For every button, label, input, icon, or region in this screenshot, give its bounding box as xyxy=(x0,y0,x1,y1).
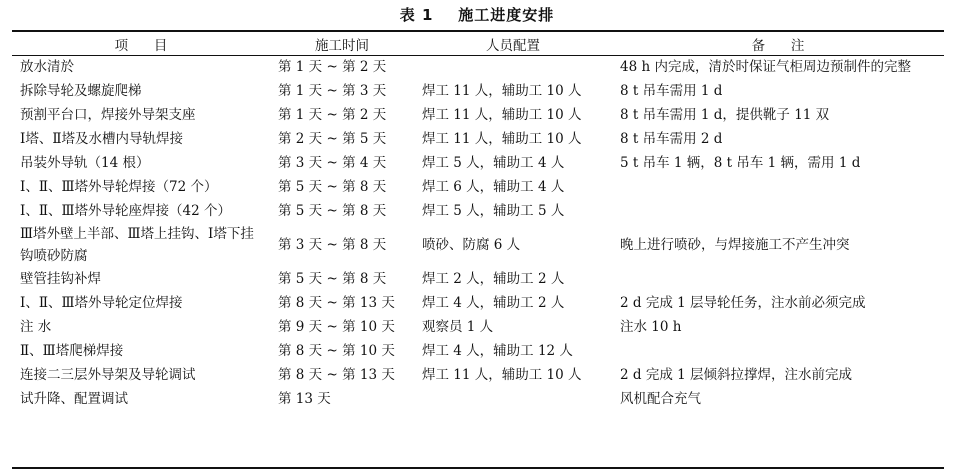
table-row xyxy=(12,127,944,151)
cell-time: 第 1 天 ~ 第 2 天 xyxy=(278,59,387,75)
cell-staff: 喷砂、防腐 6 人 xyxy=(422,237,521,253)
cell-item: 拆除导轮及螺旋爬梯 xyxy=(20,83,142,99)
cell-note: 8 t 吊车需用 1 d，提供靴子 11 双 xyxy=(620,107,830,123)
schedule-table xyxy=(12,32,944,411)
cell-time: 第 8 天 ~ 第 13 天 xyxy=(278,367,395,383)
cell-time: 第 2 天 ~ 第 5 天 xyxy=(278,131,387,147)
cell-item: Ⅰ、Ⅱ、Ⅲ塔外导轮焊接（72 个） xyxy=(20,179,218,195)
table-row xyxy=(12,199,944,223)
cell-staff: 焊工 11 人，辅助工 10 人 xyxy=(422,107,582,123)
cell-item: 试升降、配置调试 xyxy=(20,391,128,407)
cell-time: 第 5 天 ~ 第 8 天 xyxy=(278,271,387,287)
cell-time: 第 5 天 ~ 第 8 天 xyxy=(278,179,387,195)
cell-time: 第 1 天 ~ 第 3 天 xyxy=(278,83,387,99)
cell-note: 注水 10 h xyxy=(620,319,682,335)
cell-staff: 焊工 5 人，辅助工 4 人 xyxy=(422,155,565,171)
cell-staff: 观察员 1 人 xyxy=(422,319,494,335)
cell-item: 吊装外导轨（14 根） xyxy=(20,155,150,171)
cell-item: Ⅲ塔外壁上半部、Ⅲ塔上挂钩、Ⅰ塔下挂钩喷砂防腐 xyxy=(20,226,254,264)
cell-time: 第 1 天 ~ 第 2 天 xyxy=(278,107,387,123)
cell-item: Ⅰ、Ⅱ、Ⅲ塔外导轮定位焊接 xyxy=(20,295,183,311)
table-row xyxy=(12,55,944,79)
cell-time: 第 8 天 ~ 第 13 天 xyxy=(278,295,395,311)
cell-note: 晚上进行喷砂，与焊接施工不产生冲突 xyxy=(620,237,850,253)
cell-note: 8 t 吊车需用 2 d xyxy=(620,131,723,147)
cell-item: 注 水 xyxy=(20,319,52,335)
cell-item: Ⅰ塔、Ⅱ塔及水槽内导轨焊接 xyxy=(20,131,184,147)
header-staff: 人员配置 xyxy=(486,37,540,54)
table-row xyxy=(12,339,944,363)
cell-note: 风机配合充气 xyxy=(620,391,701,407)
cell-staff: 焊工 4 人，辅助工 12 人 xyxy=(422,343,573,359)
table-row xyxy=(12,363,944,387)
cell-note: 5 t 吊车 1 辆，8 t 吊车 1 辆，需用 1 d xyxy=(620,155,861,171)
cell-staff: 焊工 5 人，辅助工 5 人 xyxy=(422,203,565,219)
cell-staff: 焊工 11 人，辅助工 10 人 xyxy=(422,83,582,99)
cell-staff: 焊工 6 人，辅助工 4 人 xyxy=(422,179,565,195)
cell-item: 壁管挂钩补焊 xyxy=(20,271,101,287)
cell-time: 第 9 天 ~ 第 10 天 xyxy=(278,319,395,335)
table-row xyxy=(12,103,944,127)
cell-item: Ⅰ、Ⅱ、Ⅲ塔外导轮座焊接（42 个） xyxy=(20,203,231,219)
table-header-row xyxy=(12,32,944,55)
cell-note: 8 t 吊车需用 1 d xyxy=(620,83,723,99)
table-row xyxy=(12,315,944,339)
table-row xyxy=(12,267,944,291)
table-row xyxy=(12,175,944,199)
cell-note xyxy=(612,175,944,199)
cell-item: 预割平台口，焊接外导架支座 xyxy=(20,107,196,123)
cell-note: 2 d 完成 1 层倾斜拉撑焊，注水前完成 xyxy=(620,367,852,383)
header-time: 施工时间 xyxy=(315,37,369,54)
table-row xyxy=(12,151,944,175)
cell-staff: 焊工 11 人，辅助工 10 人 xyxy=(422,131,582,147)
cell-item: Ⅱ、Ⅲ塔爬梯焊接 xyxy=(20,343,124,359)
cell-note xyxy=(612,199,944,223)
cell-time: 第 5 天 ~ 第 8 天 xyxy=(278,203,387,219)
table-row xyxy=(12,223,944,267)
cell-staff xyxy=(414,55,612,79)
cell-note: 2 d 完成 1 层导轮任务，注水前必须完成 xyxy=(620,295,866,311)
cell-time: 第 13 天 xyxy=(278,391,331,407)
cell-staff: 焊工 11 人，辅助工 10 人 xyxy=(422,367,582,383)
cell-note xyxy=(612,267,944,291)
table-caption: 表 1 施工进度安排 xyxy=(399,6,555,24)
cell-staff xyxy=(414,387,612,411)
cell-staff: 焊工 4 人，辅助工 2 人 xyxy=(422,295,565,311)
table-row xyxy=(12,79,944,103)
header-note: 备 注 xyxy=(751,37,805,54)
table-row xyxy=(12,387,944,411)
table-row xyxy=(12,291,944,315)
cell-time: 第 3 天 ~ 第 4 天 xyxy=(278,155,387,171)
header-item: 项 目 xyxy=(114,37,168,54)
cell-item: 连接二三层外导架及导轮调试 xyxy=(20,367,196,383)
cell-staff: 焊工 2 人，辅助工 2 人 xyxy=(422,271,565,287)
cell-note xyxy=(612,339,944,363)
cell-item: 放水清於 xyxy=(20,59,74,75)
cell-note: 48 h 内完成，清於时保证气柜周边预制件的完整 xyxy=(620,59,911,75)
cell-time: 第 8 天 ~ 第 10 天 xyxy=(278,343,395,359)
table-bottom-rule xyxy=(12,467,944,469)
cell-time: 第 3 天 ~ 第 8 天 xyxy=(278,237,387,253)
